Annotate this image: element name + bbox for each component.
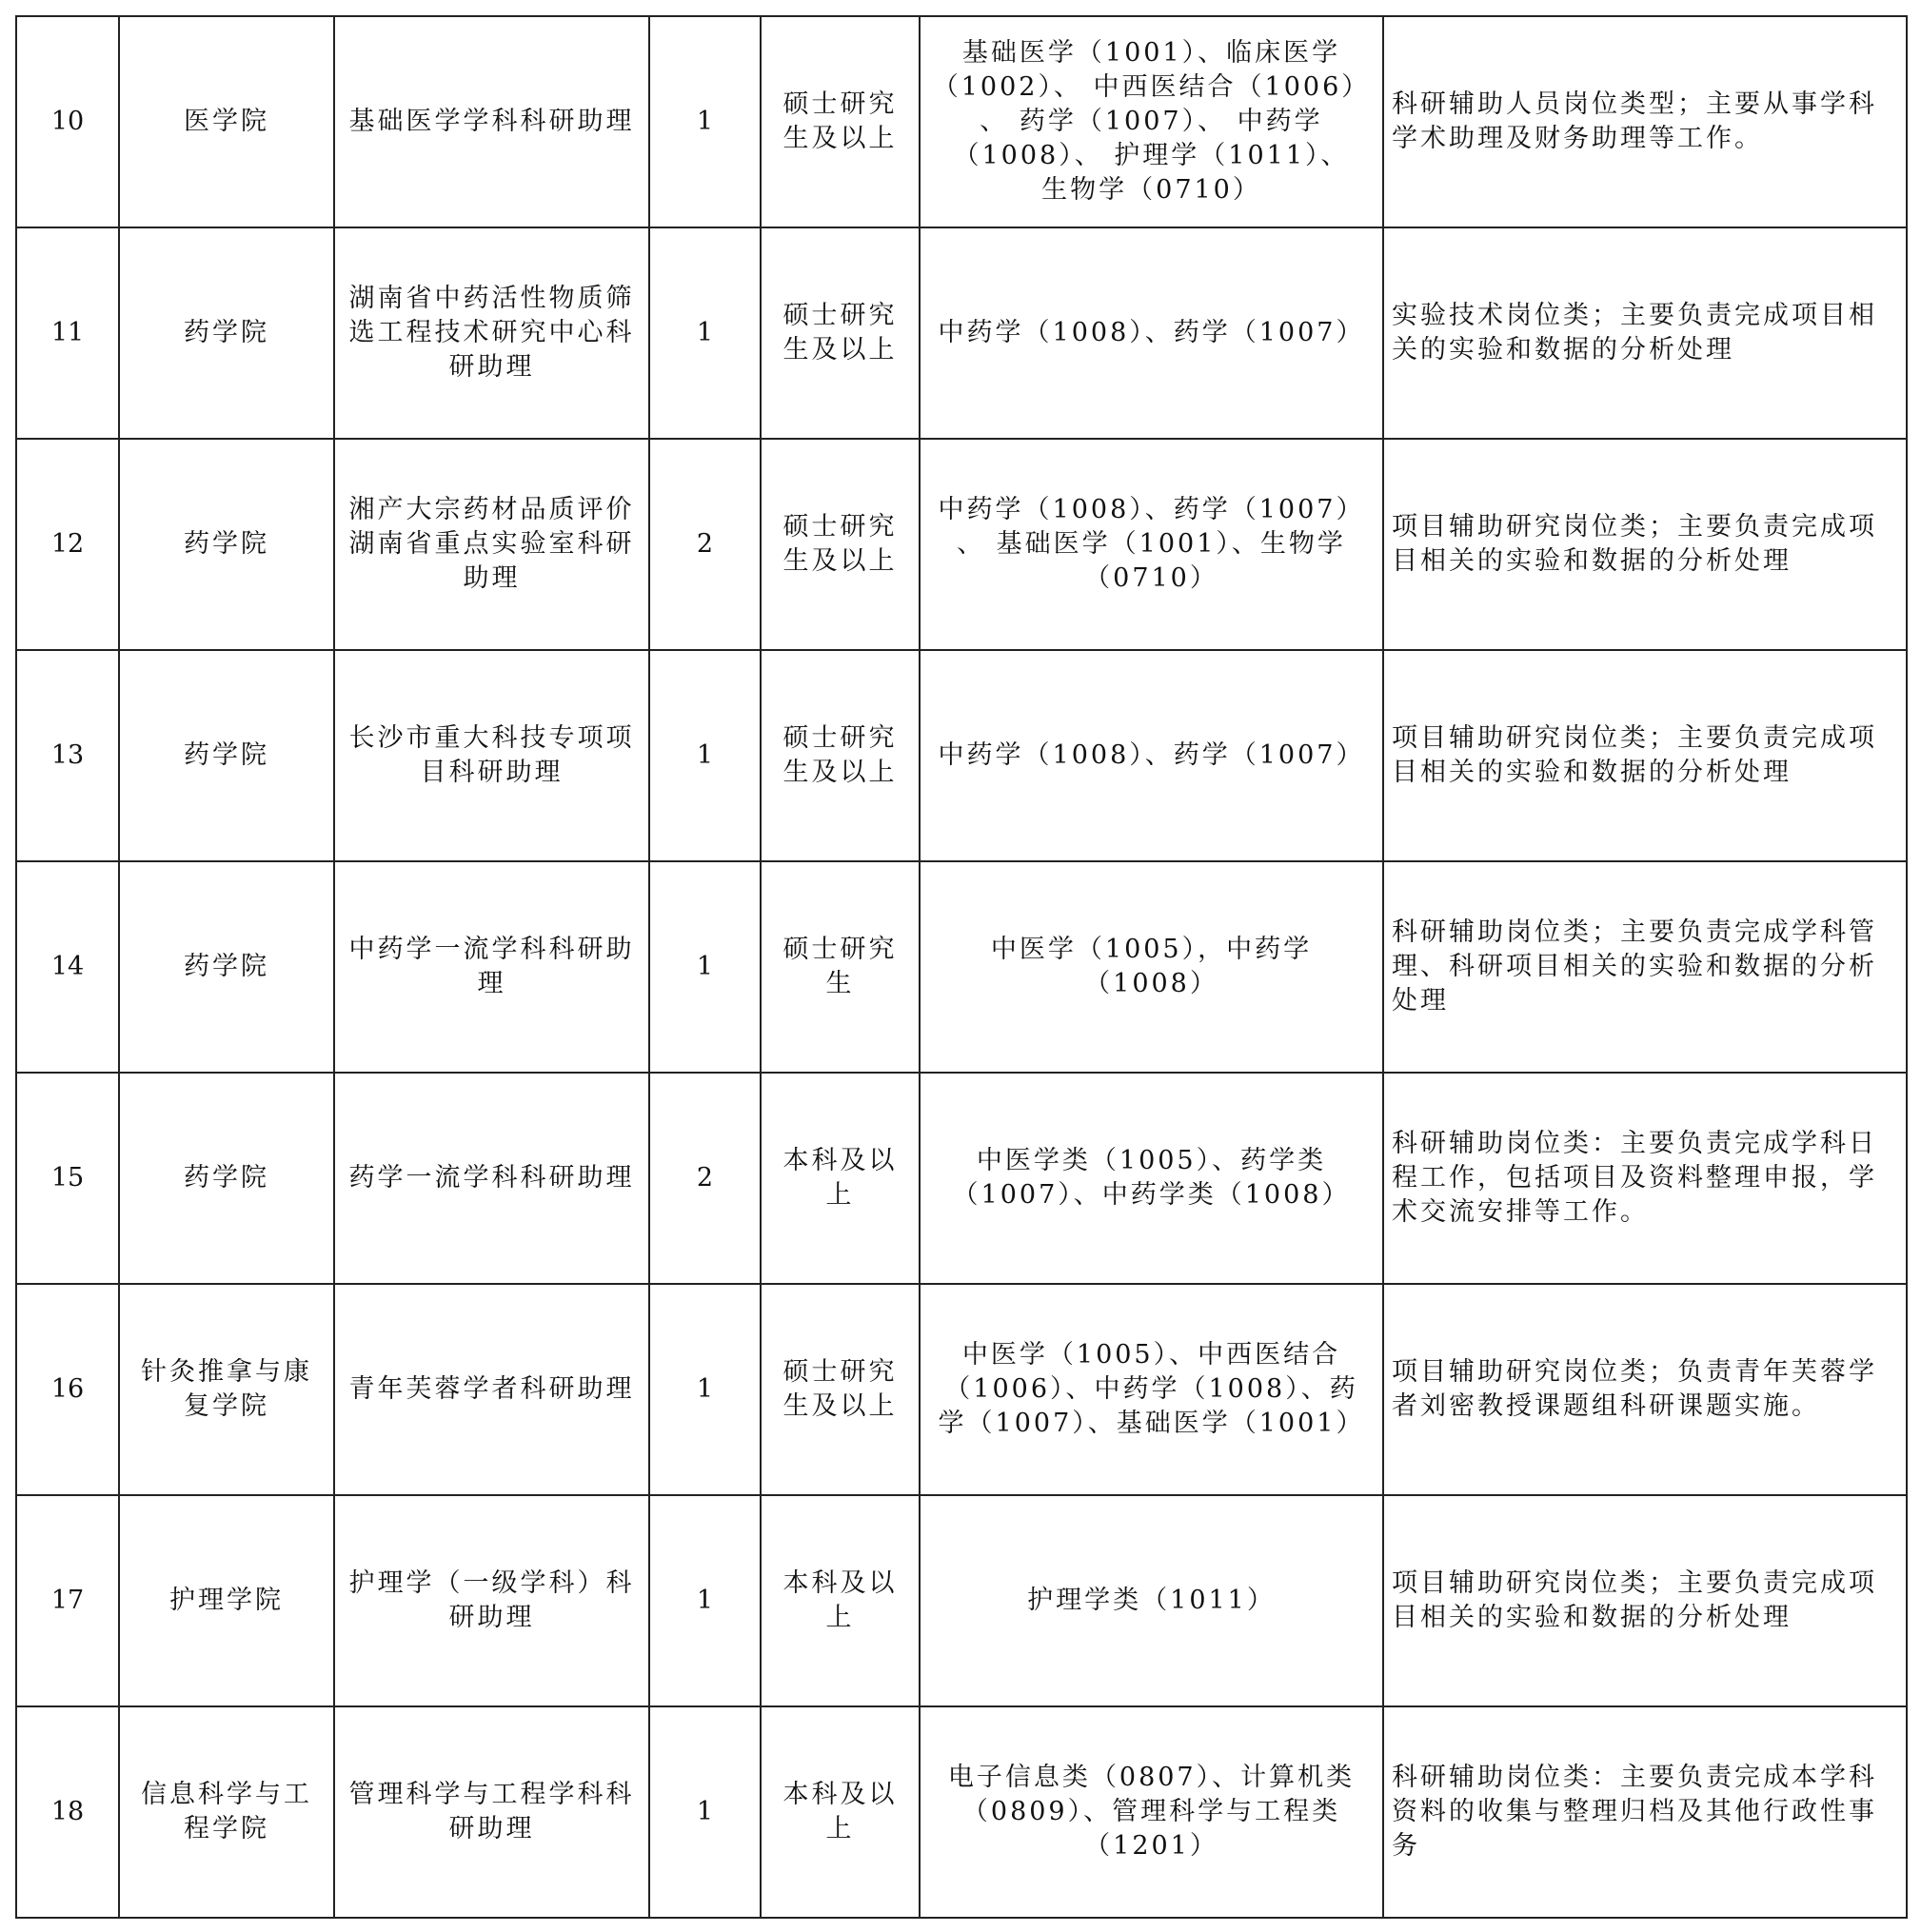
count-cell: 1 — [649, 1495, 761, 1706]
majors-cell: 基础医学（1001）、临床医学 （1002）、 中西医结合（1006） 、 药学（1007）、 中药学 （1008）、 护理学（1011）、 生物学（0710） — [920, 16, 1383, 227]
description-cell: 项目辅助研究岗位类；负责青年芙蓉学者刘密教授课题组科研课题实施。 — [1383, 1284, 1907, 1495]
row-number: 14 — [16, 861, 119, 1073]
count-cell: 1 — [649, 1284, 761, 1495]
majors-cell: 中药学（1008）、药学（1007） — [920, 227, 1383, 439]
college-cell: 护理学院 — [119, 1495, 334, 1706]
table-row — [16, 1495, 1907, 1706]
college-cell: 药学院 — [119, 439, 334, 650]
college-cell: 针灸推拿与康复学院 — [119, 1284, 334, 1495]
row-number: 12 — [16, 439, 119, 650]
positions-table — [15, 15, 1908, 1919]
description-cell: 项目辅助研究岗位类；主要负责完成项目相关的实验和数据的分析处理 — [1383, 439, 1907, 650]
majors-cell: 电子信息类（0807）、计算机类 （0809）、管理科学与工程类 （1201） — [920, 1706, 1383, 1918]
table-row — [16, 650, 1907, 861]
description-cell: 实验技术岗位类；主要负责完成项目相关的实验和数据的分析处理 — [1383, 227, 1907, 439]
position-cell: 湘产大宗药材品质评价湖南省重点实验室科研助理 — [334, 439, 649, 650]
college-cell: 药学院 — [119, 227, 334, 439]
position-cell: 基础医学学科科研助理 — [334, 16, 649, 227]
college-cell: 药学院 — [119, 861, 334, 1073]
row-number: 15 — [16, 1073, 119, 1284]
college-cell: 药学院 — [119, 1073, 334, 1284]
row-number: 17 — [16, 1495, 119, 1706]
description-cell: 科研辅助岗位类：主要负责完成学科日程工作，包括项目及资料整理申报，学术交流安排等工作。 — [1383, 1073, 1907, 1284]
education-cell: 硕士研究生及以上 — [761, 650, 920, 861]
count-cell: 2 — [649, 439, 761, 650]
education-cell: 本科及以上 — [761, 1073, 920, 1284]
education-cell: 本科及以上 — [761, 1706, 920, 1918]
college-cell: 医学院 — [119, 16, 334, 227]
education-cell: 本科及以上 — [761, 1495, 920, 1706]
position-cell: 长沙市重大科技专项项目科研助理 — [334, 650, 649, 861]
college-cell: 药学院 — [119, 650, 334, 861]
count-cell: 1 — [649, 1706, 761, 1918]
description-cell: 科研辅助人员岗位类型；主要从事学科学术助理及财务助理等工作。 — [1383, 16, 1907, 227]
education-cell: 硕士研究生及以上 — [761, 439, 920, 650]
college-cell: 信息科学与工程学院 — [119, 1706, 334, 1918]
position-cell: 药学一流学科科研助理 — [334, 1073, 649, 1284]
position-cell: 湖南省中药活性物质筛选工程技术研究中心科研助理 — [334, 227, 649, 439]
education-cell: 硕士研究生及以上 — [761, 16, 920, 227]
count-cell: 1 — [649, 227, 761, 439]
majors-cell: 中药学（1008）、药学（1007） — [920, 650, 1383, 861]
table-row — [16, 1073, 1907, 1284]
row-number: 11 — [16, 227, 119, 439]
description-cell: 科研辅助岗位类；主要负责完成学科管理、科研项目相关的实验和数据的分析处理 — [1383, 861, 1907, 1073]
table-row — [16, 439, 1907, 650]
table-row — [16, 861, 1907, 1073]
education-cell: 硕士研究生 — [761, 861, 920, 1073]
count-cell: 1 — [649, 16, 761, 227]
count-cell: 2 — [649, 1073, 761, 1284]
description-cell: 项目辅助研究岗位类；主要负责完成项目相关的实验和数据的分析处理 — [1383, 1495, 1907, 1706]
table-row — [16, 16, 1907, 227]
table-row — [16, 1706, 1907, 1918]
table-row — [16, 227, 1907, 439]
count-cell: 1 — [649, 861, 761, 1073]
position-cell: 青年芙蓉学者科研助理 — [334, 1284, 649, 1495]
row-number: 10 — [16, 16, 119, 227]
description-cell: 项目辅助研究岗位类；主要负责完成项目相关的实验和数据的分析处理 — [1383, 650, 1907, 861]
table-row — [16, 1284, 1907, 1495]
majors-cell: 护理学类（1011） — [920, 1495, 1383, 1706]
education-cell: 硕士研究生及以上 — [761, 1284, 920, 1495]
education-cell: 硕士研究生及以上 — [761, 227, 920, 439]
row-number: 18 — [16, 1706, 119, 1918]
majors-cell: 中医学类（1005）、药学类 （1007）、中药学类（1008） — [920, 1073, 1383, 1284]
count-cell: 1 — [649, 650, 761, 861]
position-cell: 护理学（一级学科）科研助理 — [334, 1495, 649, 1706]
description-cell: 科研辅助岗位类：主要负责完成本学科资料的收集与整理归档及其他行政性事务 — [1383, 1706, 1907, 1918]
majors-cell: 中医学（1005）、中西医结合 （1006）、中药学（1008）、药 学（1007）、基础医学（1001） — [920, 1284, 1383, 1495]
row-number: 13 — [16, 650, 119, 861]
position-cell: 中药学一流学科科研助理 — [334, 861, 649, 1073]
majors-cell: 中医学（1005），中药学 （1008） — [920, 861, 1383, 1073]
position-cell: 管理科学与工程学科科研助理 — [334, 1706, 649, 1918]
majors-cell: 中药学（1008）、药学（1007） 、 基础医学（1001）、生物学 （0710） — [920, 439, 1383, 650]
row-number: 16 — [16, 1284, 119, 1495]
